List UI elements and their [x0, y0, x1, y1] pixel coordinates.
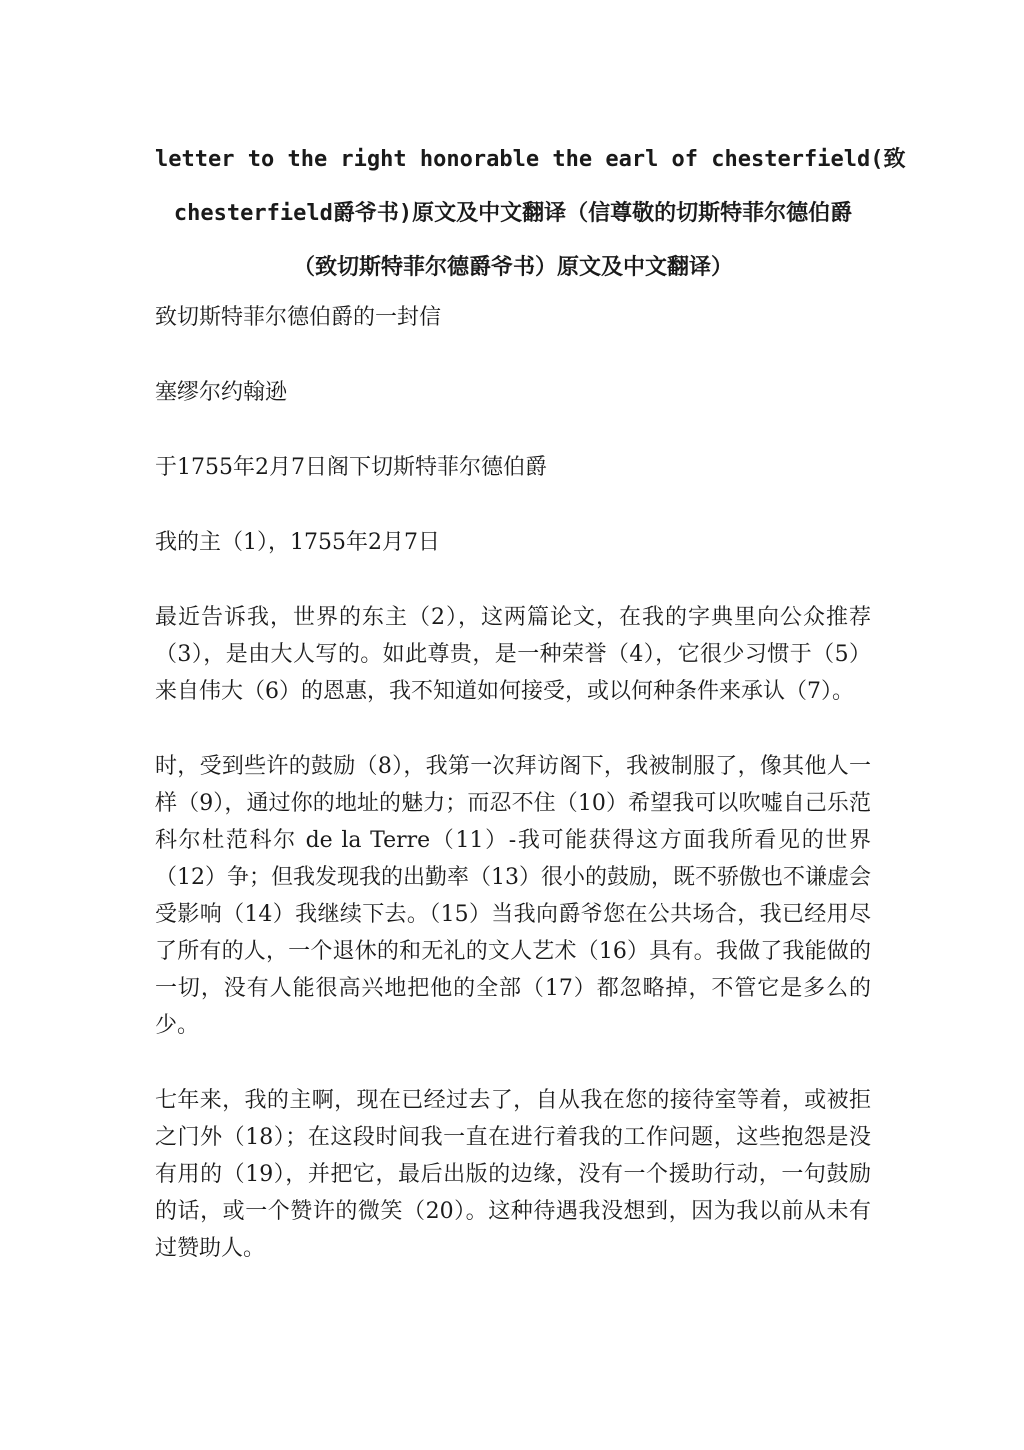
body-paragraph-1: 最近告诉我，世界的东主（2），这两篇论文，在我的字典里向公众推荐（3），是由大人写的。如此尊贵，是一种荣誉（4），它很少习惯于（5）来自伟大（6）的恩惠，我不知道如何接受，或以何种条件来承认（7）。 [155, 605, 871, 704]
document-page [155, 133, 906, 1267]
body-paragraph-3: 七年来，我的主啊，现在已经过去了，自从我在您的接待室等着，或被拒之门外（18）；在这段时间我一直在进行着我的工作问题，这些抱怨是没有用的（19），并把它，最后出版的边缘，没有一个援助行动，一句鼓励的话，或一个赞许的微笑（20）。这种待遇我没想到，因为我以前从未有过赞助人。 [155, 1088, 871, 1261]
title-line-1: letter to the right honorable the earl of chesterfield(致 [155, 147, 906, 172]
title-line-3: （致切斯特菲尔德爵爷书）原文及中文翻译） [292, 255, 733, 280]
letter-dateline: 于1755年2月7日阁下切斯特菲尔德伯爵 [155, 455, 547, 480]
title-line-2: chesterfield爵爷书)原文及中文翻译（信尊敬的切斯特菲尔德伯爵 [173, 201, 853, 226]
letter-author: 塞缪尔约翰逊 [155, 380, 288, 405]
letter-salutation: 我的主（1），1755年2月7日 [155, 530, 440, 555]
document-title [155, 133, 906, 295]
body-paragraph-2: 时，受到些许的鼓励（8），我第一次拜访阁下，我被制服了，像其他人一样（9），通过你的地址的魅力；而忍不住（10）希望我可以吹嘘自己乐范科尔杜范科尔 de la Terre（11）-我可能获得这方面我所看见的世界（12）争；但我发现我的出勤率（13）很小的鼓励，既不骄傲也不谦虚会受影响（14）我继续下去。（15）当我向爵爷您在公共场合，我已经用尽了所有的人，一个退休的和无礼的文人艺术（16）具有。我做了我能做的一切，没有人能很高兴地把他的全部（17）都忽略掉，不管它是多么的少。 [155, 754, 871, 1038]
letter-subtitle: 致切斯特菲尔德伯爵的一封信 [155, 305, 442, 330]
